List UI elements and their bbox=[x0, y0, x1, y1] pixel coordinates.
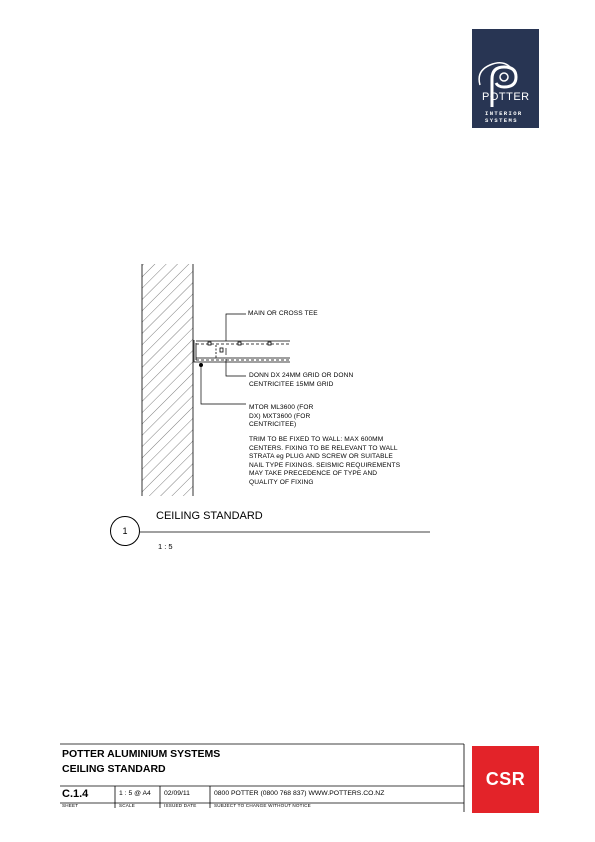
leader-lines bbox=[201, 314, 246, 404]
annotation-line: STRATA eg PLUG AND SCREW OR SUITABLE bbox=[249, 453, 393, 461]
logo-line2: SYSTEMS bbox=[485, 117, 518, 124]
annotation-line: CENTRICITEE) bbox=[249, 421, 297, 429]
annotation-line: CENTRICITEE 15MM GRID bbox=[249, 380, 334, 388]
detail-title: CEILING STANDARD bbox=[156, 510, 263, 522]
logo-line1: INTERIOR bbox=[485, 110, 523, 117]
annotation-line: DONN DX 24MM GRID OR DONN bbox=[249, 372, 354, 379]
annotation-trim bbox=[249, 404, 314, 430]
date-label: ISSUED DATE bbox=[164, 803, 197, 808]
csr-logo bbox=[472, 746, 539, 813]
annotation-line: MAIN OR CROSS TEE bbox=[248, 310, 318, 317]
title-block-company: POTTER ALUMINIUM SYSTEMS bbox=[62, 748, 221, 760]
annotation-line: CENTERS. FIXING TO BE RELEVANT TO WALL bbox=[249, 444, 398, 452]
annotation-line: QUALITY OF FIXING bbox=[249, 478, 314, 486]
annotation-fixing bbox=[249, 436, 400, 488]
annotation-line: MAY TAKE PRECEDENCE OF TYPE AND bbox=[249, 470, 378, 478]
annotation-line: NAIL TYPE FIXINGS. SEISMIC REQUIREMENTS bbox=[249, 461, 401, 469]
date-value: 02/09/11 bbox=[164, 790, 190, 797]
grid-tee bbox=[196, 341, 290, 367]
title-block-title: CEILING STANDARD bbox=[62, 763, 166, 775]
csr-logo-text: CSR bbox=[485, 769, 526, 789]
scale-value: 1 : 5 @ A4 bbox=[119, 790, 151, 797]
annotation-line: TRIM TO BE FIXED TO WALL: MAX 600MM bbox=[249, 436, 384, 443]
scale-label: SCALE bbox=[119, 803, 136, 808]
annotation-grid bbox=[249, 372, 353, 389]
detail-number-circle bbox=[110, 516, 140, 546]
detail-scale: 1 : 5 bbox=[158, 542, 173, 551]
logo-brand: POTTER bbox=[482, 91, 530, 103]
contact-label: SUBJECT TO CHANGE WITHOUT NOTICE bbox=[214, 803, 311, 808]
annotation-line: MTOR ML3600 (FOR bbox=[249, 404, 314, 411]
annotation-line: DX) MXT3600 (FOR bbox=[249, 412, 311, 420]
sheet-label: SHEET bbox=[62, 803, 79, 808]
sheet-number: C.1.4 bbox=[62, 788, 89, 800]
detail-number: 1 bbox=[122, 526, 128, 536]
contact-value: 0800 POTTER (0800 768 837) WWW.POTTERS.CO.NZ bbox=[214, 790, 385, 797]
wall-section bbox=[142, 264, 193, 496]
annotation-main-tee bbox=[248, 310, 318, 319]
